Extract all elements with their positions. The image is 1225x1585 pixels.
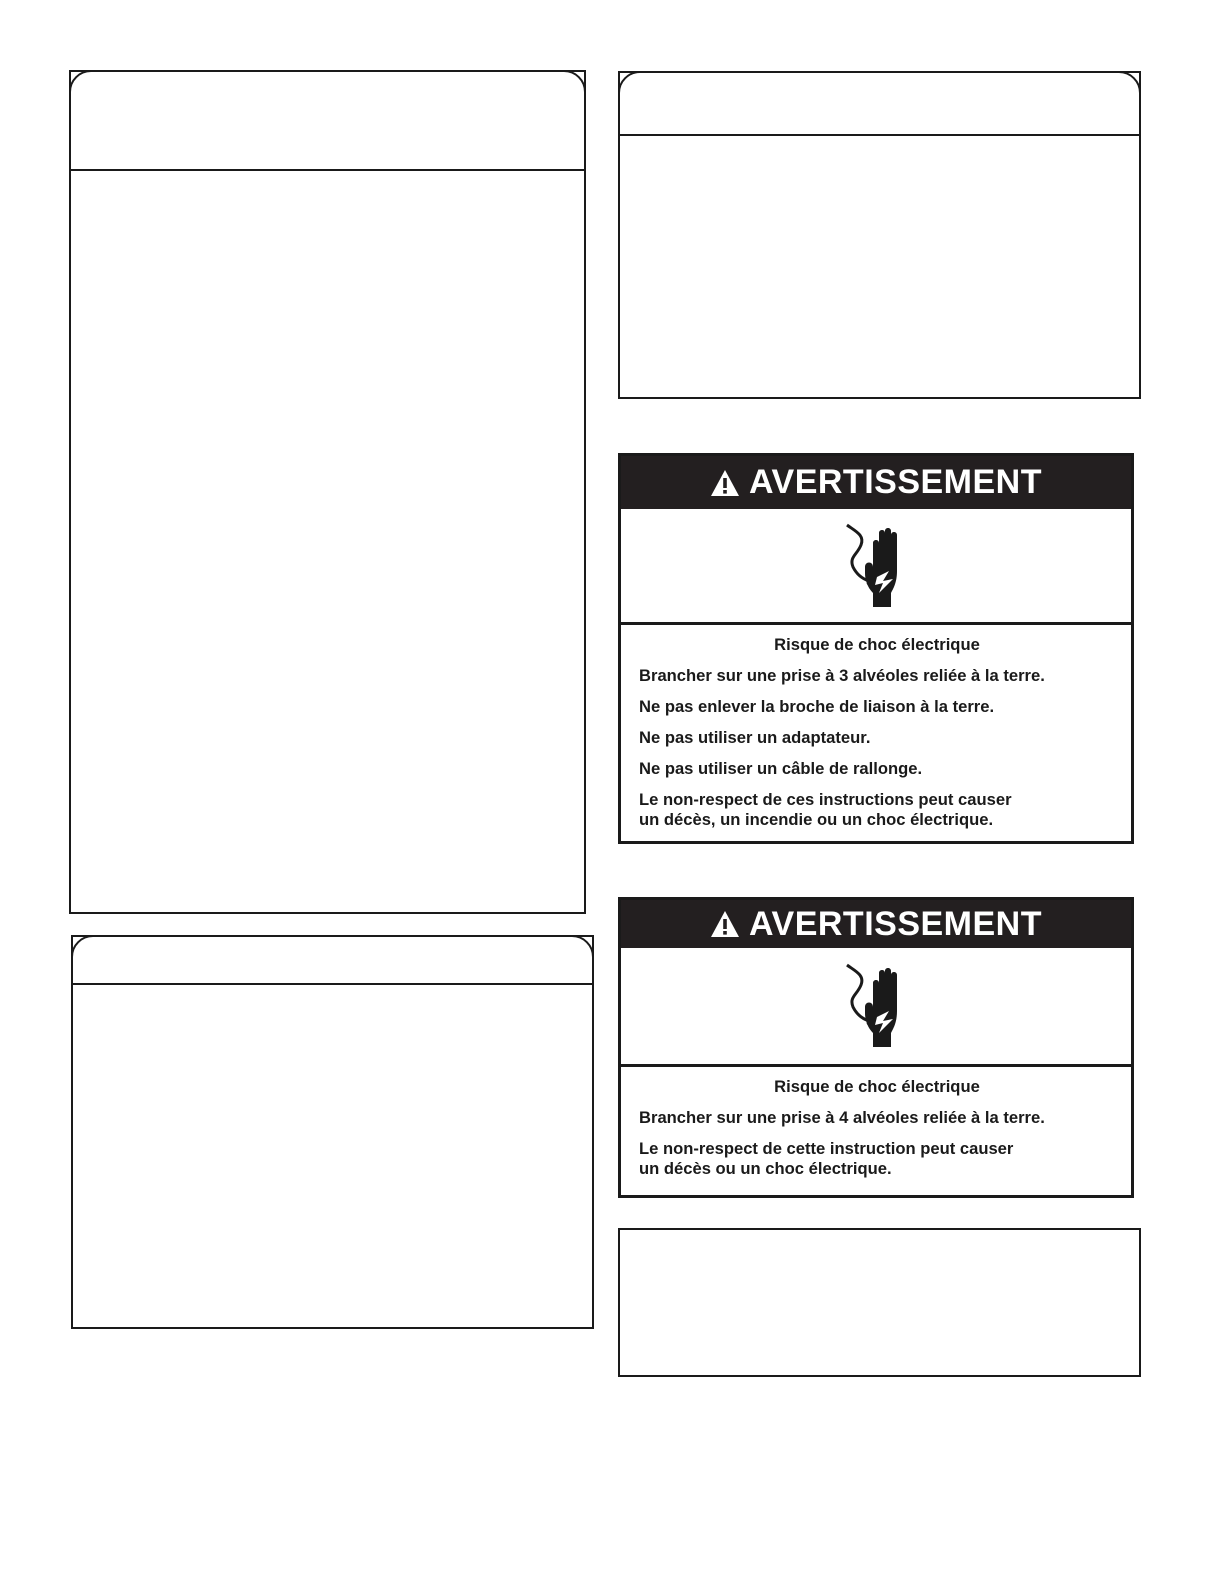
signal-word: AVERTISSEMENT: [748, 904, 1042, 943]
warning-panel-1: [618, 453, 1134, 844]
hazard-title: Risque de choc électrique: [774, 1077, 980, 1096]
warning-triangle-icon: [710, 469, 740, 497]
consequence-line: un décès ou un choc électrique.: [639, 1159, 892, 1178]
shock-pictogram-area: [621, 509, 1131, 625]
warning-panel-2: [618, 897, 1134, 1198]
right-top-info-box: [618, 71, 1141, 399]
left-top-box-header: [69, 70, 586, 171]
consequence-line: Le non-respect de cette instruction peut causer: [639, 1139, 1014, 1158]
instruction-line: Brancher sur une prise à 4 alvéoles reliée à la terre.: [639, 1108, 1045, 1127]
warning-triangle-icon: [710, 910, 740, 938]
electric-shock-hand-icon: [831, 521, 921, 611]
consequence-line: un décès, un incendie ou un choc électrique.: [639, 810, 994, 829]
right-top-box-header: [618, 71, 1141, 136]
instruction-line: Ne pas utiliser un adaptateur.: [639, 728, 871, 747]
instruction-line: Ne pas enlever la broche de liaison à la terre.: [639, 697, 995, 716]
shock-pictogram-area: [621, 948, 1131, 1067]
consequence-line: Le non-respect de ces instructions peut causer: [639, 790, 1012, 809]
instruction-line: Brancher sur une prise à 3 alvéoles reliée à la terre.: [639, 666, 1045, 685]
left-bottom-info-box: [71, 935, 594, 1329]
left-top-info-box: [69, 70, 586, 914]
electric-shock-hand-icon: [831, 961, 921, 1051]
right-bottom-info-box: [618, 1228, 1141, 1377]
left-bottom-box-header: [71, 935, 594, 985]
hazard-title: Risque de choc électrique: [774, 635, 980, 654]
warning-header-1: [621, 456, 1131, 509]
signal-word: AVERTISSEMENT: [748, 463, 1042, 501]
instruction-line: Ne pas utiliser un câble de rallonge.: [639, 759, 923, 778]
warning-header-2: [621, 900, 1131, 948]
warning-text-1: [621, 625, 1131, 849]
warning-text-2: [621, 1067, 1131, 1198]
